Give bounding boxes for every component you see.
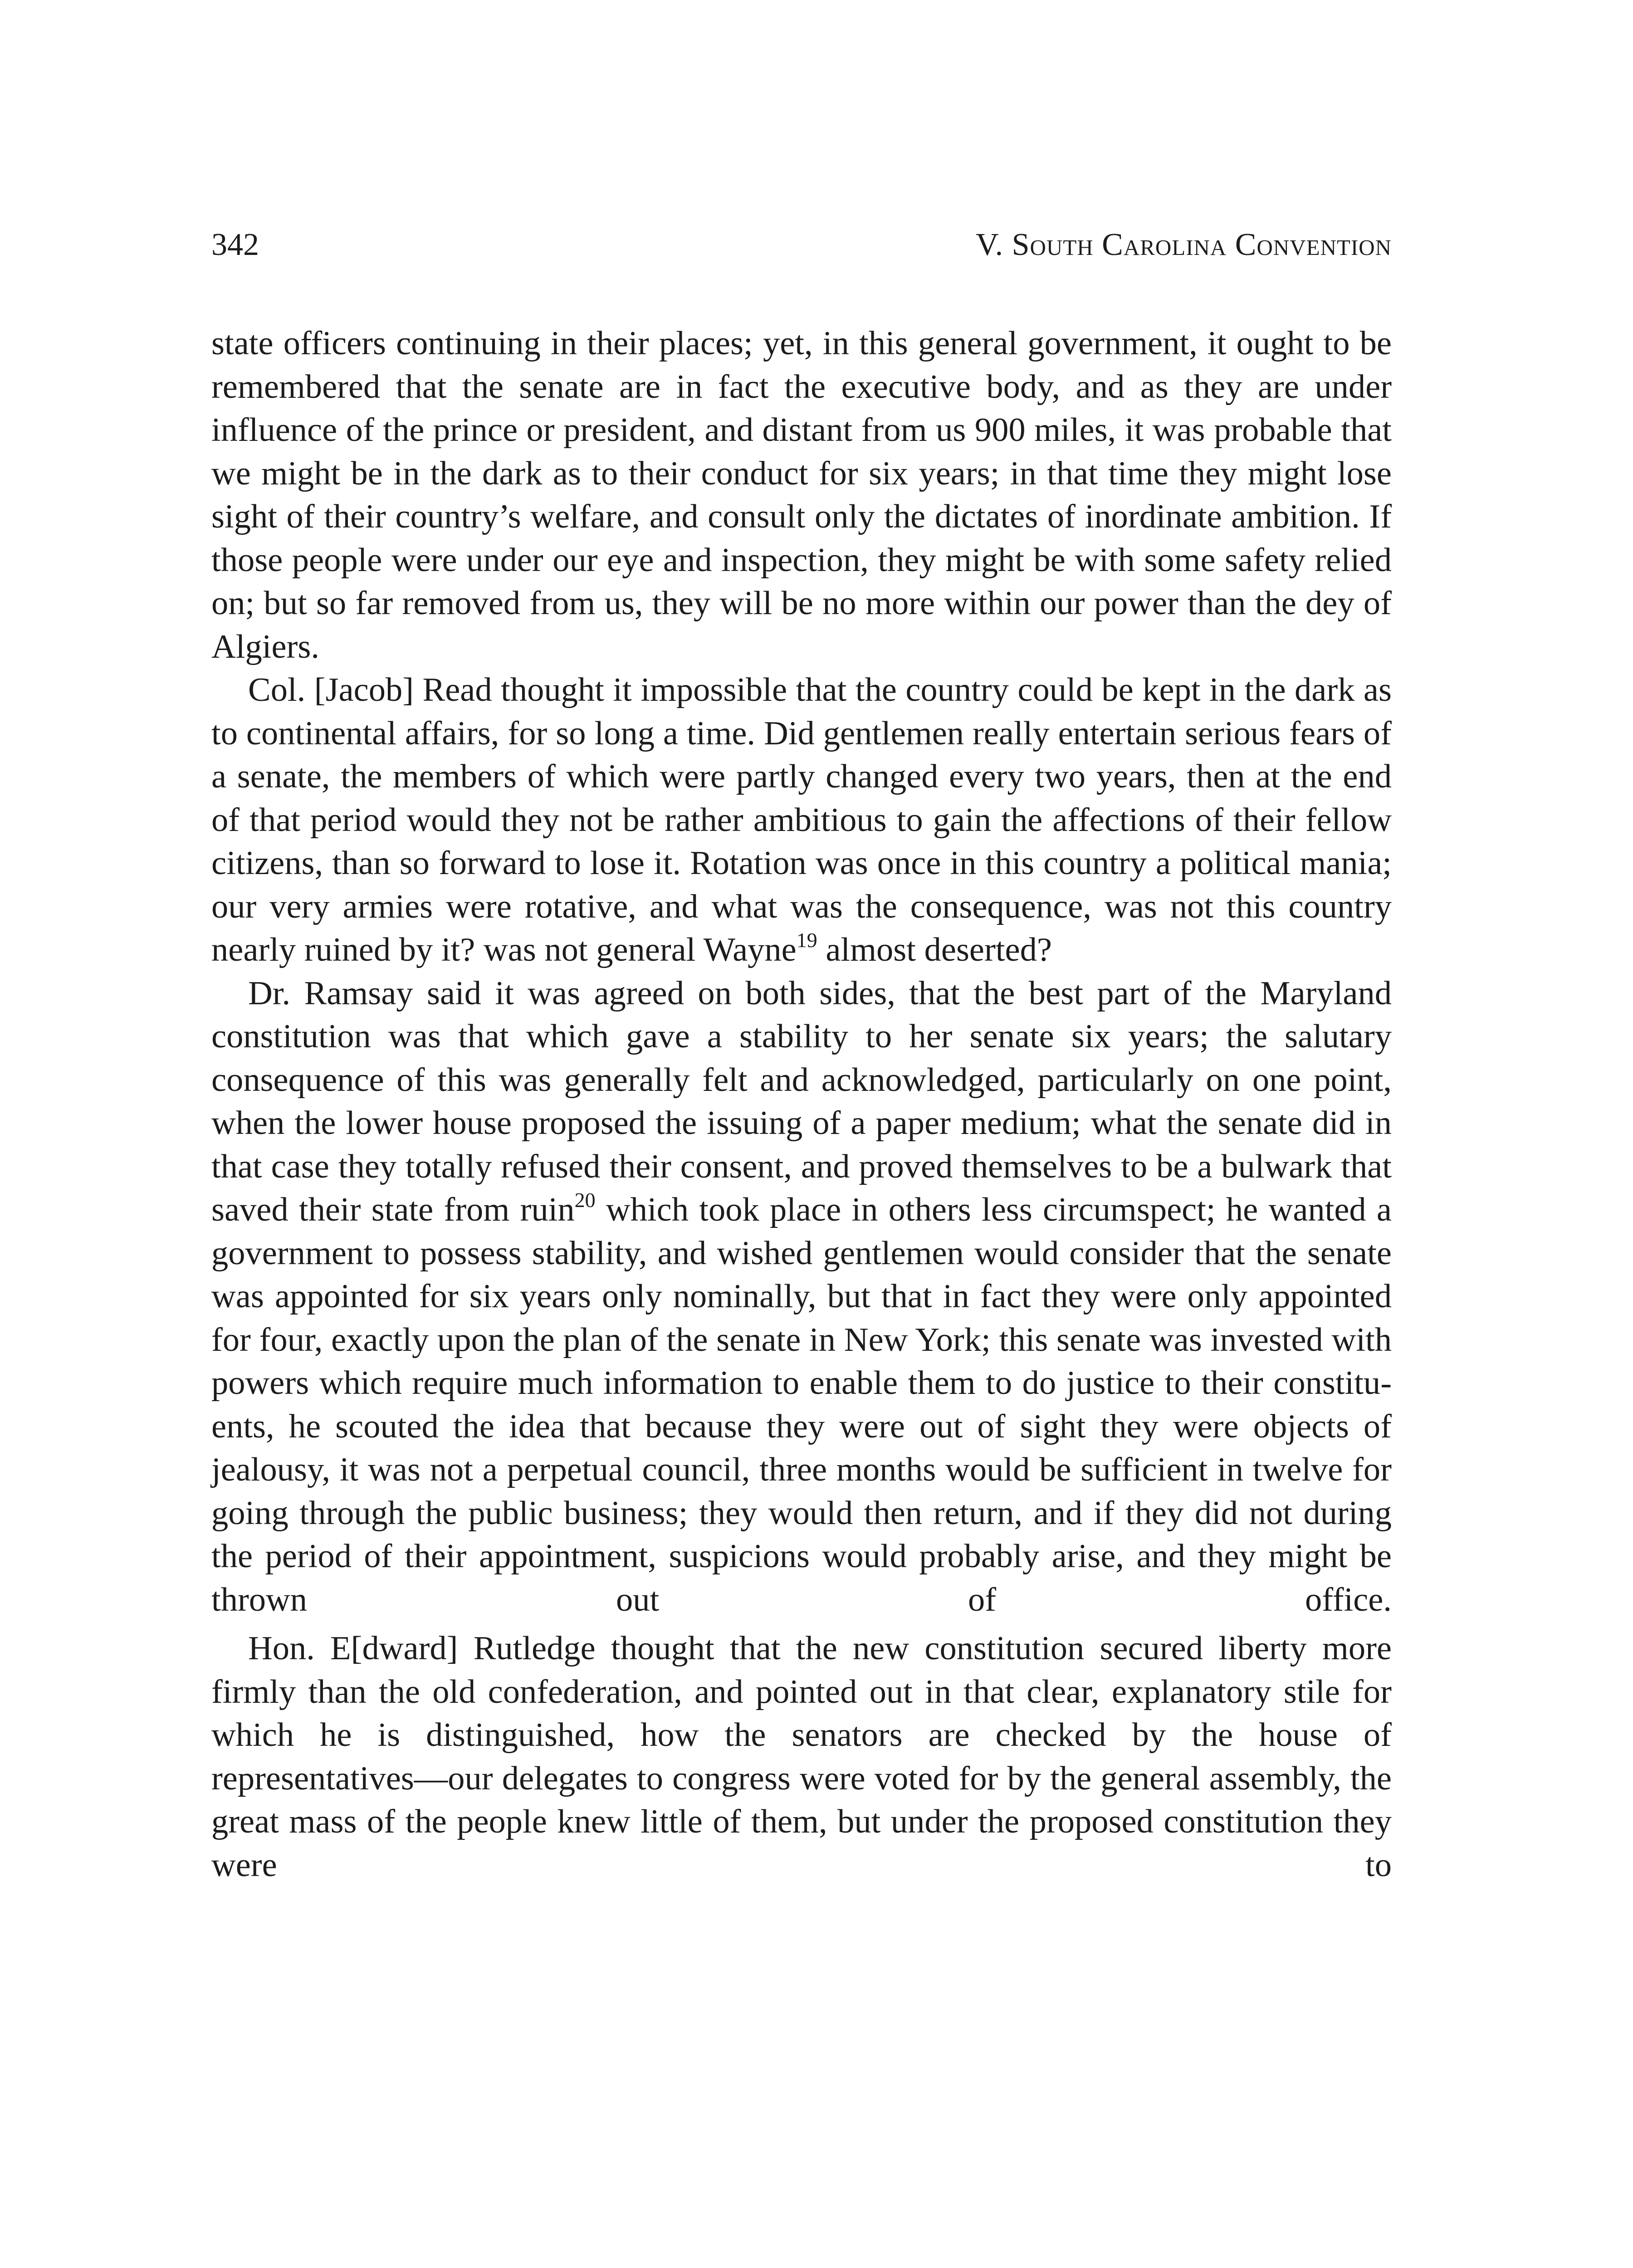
paragraph-senate-distance (211, 322, 1392, 669)
paragraph-rutledge-speech (211, 1627, 1392, 1887)
running-head (211, 227, 1392, 263)
paragraph-text: Dr. Ramsay said it was agreed on both sides, that the best part of the Maryland constitution was that which gave a stability to her senate six years; the salutary consequence of this was generally felt and acknowledged, particularly on one point, when the lower house proposed the issuing of a paper medium; what the senate did in that case they totally refused their consent, and proved themselves to be a bulwark that saved their state from ruin (211, 974, 1392, 1228)
footnote-ref-20[interactable]: 20 (574, 1188, 596, 1212)
running-title: V. South Carolina Convention (976, 227, 1392, 262)
page-number: 342 (211, 227, 259, 262)
book-page (211, 227, 1392, 1887)
paragraph-ramsay-speech (211, 972, 1392, 1622)
paragraph-text: Col. [Jacob] Read thought it impossible that the country could be kept in the dark as to continental affairs, for so long a time. Did gentlemen really entertain serious fears of a senate, the members of which were partly changed every two years, then at the end of that period would they not be rather ambitious to gain the affections of their fellow citizens, than so forward to lose it. Rotation was once in this country a political mania; our very armies were rotative, and what was the consequence, was not this country nearly ruined by it? was not general Wayne (211, 671, 1392, 968)
paragraph-text: Hon. E[dward] Rutledge thought that the new constitution secured liberty more firmly than the old confederation, and pointed out in that clear, explanatory stile for which he is distinguished, how the senators are checked by the house of representatives—our delegates to congress were voted for by the general assembly, the great mass of the people knew little of them, but under the proposed constitution they were to (211, 1630, 1392, 1884)
paragraph-text-continued: almost deserted? (817, 931, 1052, 968)
footnote-ref-19[interactable]: 19 (796, 929, 817, 952)
paragraph-text-continued: which took place in others less circumspect; he wanted a government to possess stability, and wished gentlemen would consider that the senate was appointed for six years only nominally, but that in fact they were only appointed for four, exactly upon the plan of the senate in New York; this senate was invested with powers which require much information to enable them to do justice to their constituents, he scouted the idea that because they were out of sight they were objects of jealousy, it was not a perpetual council, three months would be sufficient in twelve for going through the public business; they would then return, and if they did not during the period of their appointment, suspicions would probably arise, and they might be thrown out of office. (211, 1191, 1392, 1618)
paragraph-text: state officers continuing in their places; yet, in this general government, it ought to be remembered that the senate are in fact the executive body, and as they are under influence of the prince or president, and distant from us 900 miles, it was probable that we might be in the dark as to their conduct for six years; in that time they might lose sight of their country’s welfare, and consult only the dictates of inordinate ambition. If those people were under our eye and inspection, they might be with some safety relied on; but so far removed from us, they will be no more within our power than the dey of Algiers. (211, 325, 1392, 665)
body-text (211, 322, 1392, 1887)
paragraph-read-speech (211, 669, 1392, 972)
